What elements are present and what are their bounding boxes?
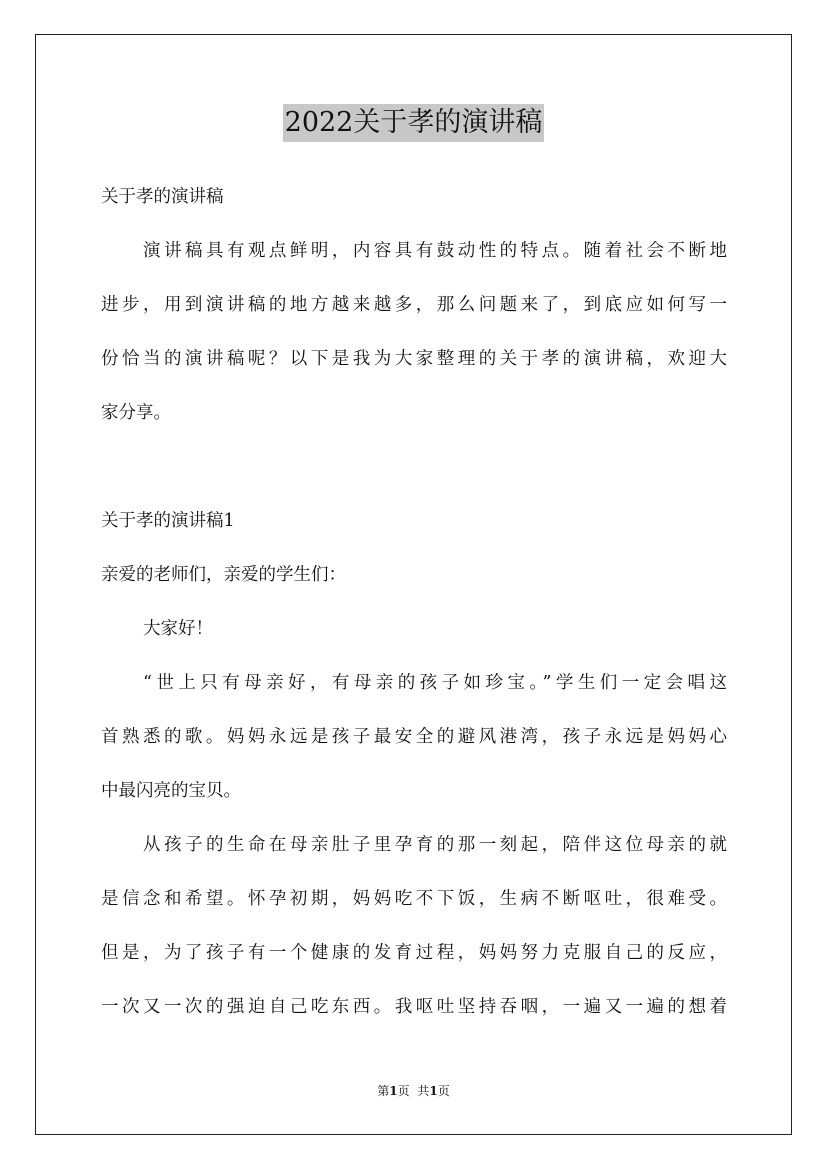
greeting-line: 大家好！ (143, 619, 213, 639)
section-heading: 关于孝的演讲稿1 (101, 511, 235, 531)
paragraph-line: 一次又一次的强迫自己吃东西。我呕吐坚持吞咽，一遍又一遍的想着 (101, 997, 727, 1017)
paragraph-line: “世上只有母亲好，有母亲的孩子如珍宝。”学生们一定会唱这 (143, 673, 727, 693)
paragraph-line: 从孩子的生命在母亲肚子里孕育的那一刻起，陪伴这位母亲的就 (143, 835, 727, 855)
paragraph-spacer (101, 440, 727, 494)
total-label-suffix: 页 (437, 1084, 450, 1098)
paragraph-line: 但是，为了孩子有一个健康的发育过程，妈妈努力克服自己的反应， (101, 943, 727, 963)
section-heading: 关于孝的演讲稿 (101, 187, 224, 207)
paragraph-line: 演讲稿具有观点鲜明，内容具有鼓动性的特点。随着社会不断地 (143, 241, 727, 261)
paragraph-line: 家分享。 (101, 403, 171, 423)
total-label-prefix: 共 (417, 1084, 430, 1098)
document-body (101, 170, 727, 1034)
paragraph-line: 首熟悉的歌。妈妈永远是孩子最安全的避风港湾，孩子永远是妈妈心 (101, 727, 727, 747)
page-footer (0, 1083, 827, 1099)
paragraph-line: 中最闪亮的宝贝。 (101, 781, 241, 801)
total-pages: 1 (429, 1084, 438, 1098)
paragraph-line: 是信念和希望。怀孕初期，妈妈吃不下饭，生病不断呕吐，很难受。 (101, 889, 727, 909)
document-title: 2022关于孝的演讲稿 (283, 104, 545, 142)
page-label-suffix: 页 (397, 1084, 410, 1098)
title-container (0, 104, 827, 142)
salutation-line: 亲爱的老师们，亲爱的学生们： (101, 565, 346, 585)
page-number: 1 (389, 1084, 398, 1098)
paragraph-line: 份恰当的演讲稿呢？以下是我为大家整理的关于孝的演讲稿，欢迎大 (101, 349, 727, 369)
page-label-prefix: 第 (377, 1084, 390, 1098)
paragraph-line: 进步，用到演讲稿的地方越来越多，那么问题来了，到底应如何写一 (101, 295, 727, 315)
